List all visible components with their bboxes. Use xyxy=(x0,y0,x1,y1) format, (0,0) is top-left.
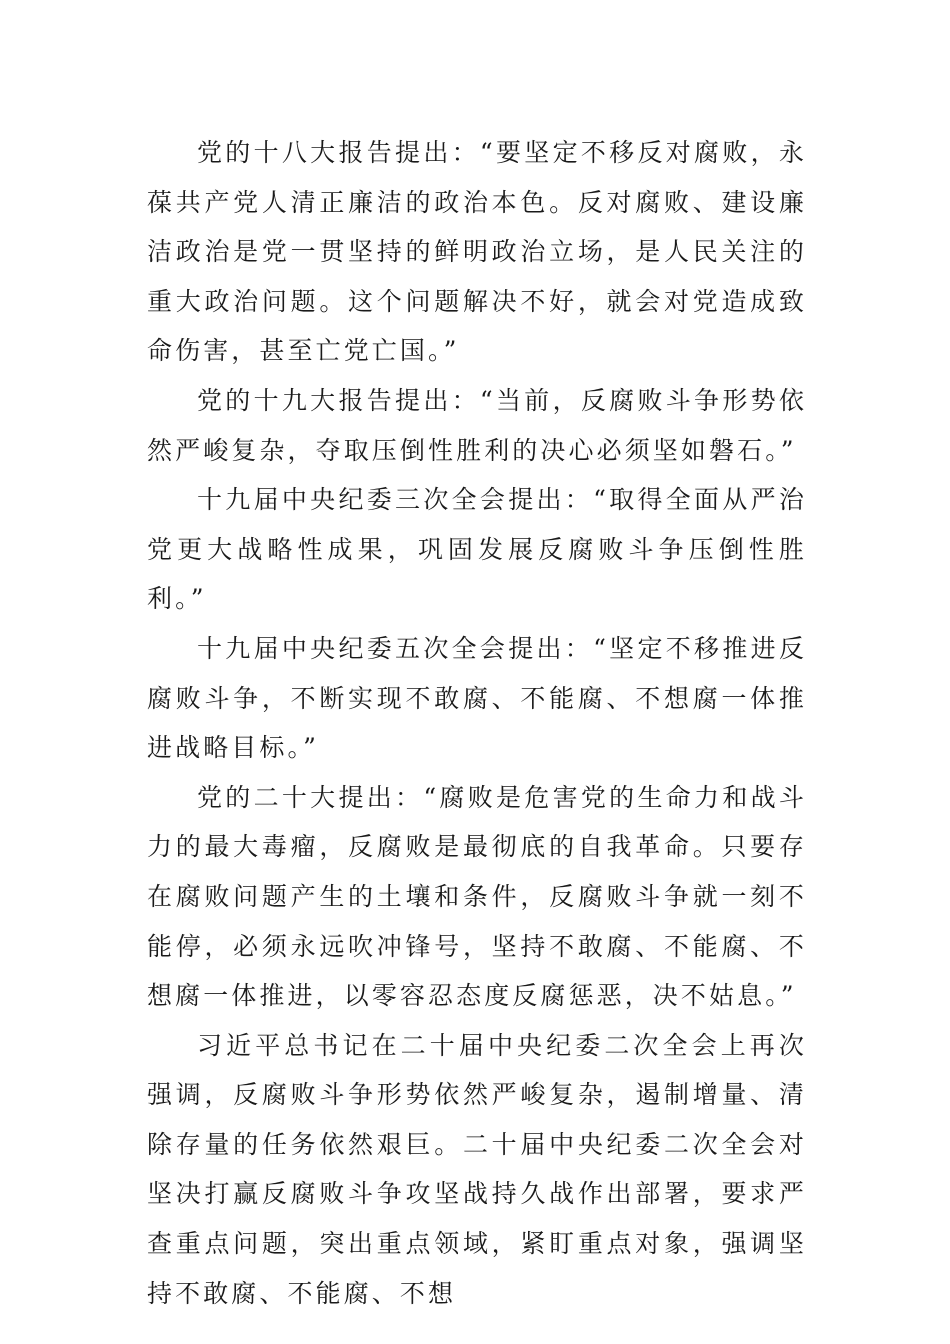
paragraph-3rd-plenary: 十九届中央纪委三次全会提出：“取得全面从严治党更大战略性成果，巩固发展反腐败斗争压倒性胜利。” xyxy=(147,485,807,614)
document-body xyxy=(147,128,807,1318)
paragraph-20th-congress: 党的二十大提出：“腐败是危害党的生命力和战斗力的最大毒瘤，反腐败是最彻底的自我革命。只要存在腐败问题产生的土壤和条件，反腐败斗争就一刻不能停，必须永远吹冲锋号，坚持不敢腐、不能腐、不想腐一体推进，以零容忍态度反腐惩恶，决不姑息。” xyxy=(147,782,807,1011)
paragraph-5th-plenary: 十九届中央纪委五次全会提出：“坚定不移推进反腐败斗争，不断实现不敢腐、不能腐、不想腐一体推进战略目标。” xyxy=(147,633,807,763)
paragraph-xi-speech: 习近平总书记在二十届中央纪委二次全会上再次强调，反腐败斗争形势依然严峻复杂，遏制增量、清除存量的任务依然艰巨。二十届中央纪委二次全会对坚决打赢反腐败斗争攻坚战持久战作出部署，要求严查重点问题，突出重点领域，紧盯重点对象，强调坚持不敢腐、不能腐、不想 xyxy=(147,1030,807,1308)
paragraph-18th-congress: 党的十八大报告提出：“要坚定不移反对腐败，永葆共产党人清正廉洁的政治本色。反对腐败、建设廉洁政治是党一贯坚持的鲜明政治立场，是人民关注的重大政治问题。这个问题解决不好，就会对党造成致命伤害，甚至亡党亡国。” xyxy=(147,138,807,366)
paragraph-19th-congress: 党的十九大报告提出：“当前，反腐败斗争形势依然严峻复杂，夺取压倒性胜利的决心必须坚如磐石。” xyxy=(147,385,807,465)
